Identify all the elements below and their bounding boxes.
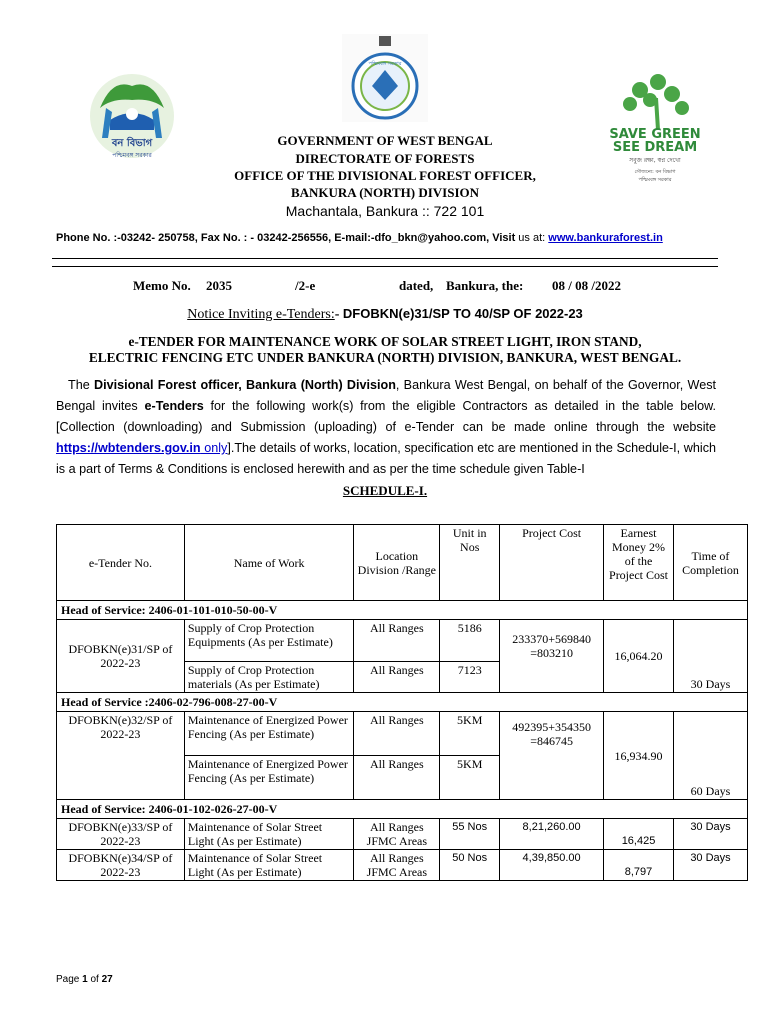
work-32b: Maintenance of Energized Power Fencing (As per Estimate) — [184, 756, 354, 800]
contact-line — [56, 232, 663, 244]
table-row — [57, 620, 748, 662]
memo-date: 08 / 08 /2022 — [552, 278, 621, 293]
loc-31b: All Ranges — [354, 662, 440, 693]
head-of-service-1: Head of Service: 2406-01-101-010-50-00-V — [57, 601, 748, 620]
body-text-1: The — [68, 378, 94, 392]
logo-right-line1: SAVE GREEN — [609, 127, 701, 142]
body-link-suffix: only — [200, 441, 228, 455]
head-of-service-row — [57, 800, 748, 819]
work-32a: Maintenance of Energized Power Fencing (As per Estimate) — [184, 712, 354, 756]
table-row — [57, 819, 748, 850]
logo-right-bengali: সবুজ রক্ষা, স্বপ্ন দেখো — [629, 157, 681, 164]
memo-suffix: /2-e — [295, 278, 316, 293]
notice-code: DFOBKN(e)31/SP TO 40/SP OF 2022-23 — [342, 306, 583, 321]
page-footer — [56, 974, 113, 985]
logo-right-sub2: পশ্চিমবঙ্গ সরকার — [638, 177, 672, 183]
government-emblem — [342, 34, 428, 122]
unit-33: 55 Nos — [440, 819, 500, 850]
wbtenders-link[interactable]: https://wbtenders.gov.in — [56, 441, 201, 455]
body-bold-2: e-Tenders — [144, 399, 204, 413]
org-address: Machantala, Bankura :: 722 101 — [285, 203, 485, 219]
memo-label: Memo No. — [133, 278, 191, 293]
org-name-line3: OFFICE OF THE DIVISIONAL FOREST OFFICER, — [234, 168, 536, 183]
org-name-line4: BANKURA (NORTH) DIVISION — [290, 185, 480, 200]
header-location: Location Division /Range — [354, 525, 440, 601]
header-emd: Earnest Money 2% of the Project Cost — [604, 525, 674, 601]
cost-32: 492395+354350 =846745 — [500, 712, 604, 800]
memo-dated-label: dated, — [399, 278, 434, 293]
header-tender-no: e-Tender No. — [57, 525, 185, 601]
head-of-service-3: Head of Service: 2406-01-102-026-27-00-V — [57, 800, 748, 819]
logo-right-line2: SEE DREAM — [612, 140, 698, 155]
loc-34: All Ranges JFMC Areas — [354, 850, 440, 881]
work-34: Maintenance of Solar Street Light (As per Estimate) — [184, 850, 354, 881]
unit-32b: 5KM — [440, 756, 500, 800]
time-31: 30 Days — [673, 620, 747, 693]
page-of: of — [87, 974, 102, 985]
time-32: 60 Days — [673, 712, 747, 800]
loc-32a: All Ranges — [354, 712, 440, 756]
head-of-service-row — [57, 601, 748, 620]
loc-31a: All Ranges — [354, 620, 440, 662]
head-of-service-2: Head of Service :2406-02-796-008-27-00-V — [57, 693, 748, 712]
unit-32a: 5KM — [440, 712, 500, 756]
cost-33: 8,21,260.00 — [500, 819, 604, 850]
header-work: Name of Work — [184, 525, 354, 601]
logo-right-sub1: সৌজন্যে: বন বিভাগ — [634, 169, 676, 175]
tender-31: DFOBKN(e)31/SP of 2022-23 — [57, 620, 185, 693]
memo-number: 2035 — [206, 278, 232, 293]
loc-32b: All Ranges — [354, 756, 440, 800]
table-row — [57, 712, 748, 756]
contact-visit-suffix: us at: — [515, 232, 549, 244]
unit-31a: 5186 — [440, 620, 500, 662]
head-of-service-row — [57, 693, 748, 712]
emd-31: 16,064.20 — [604, 620, 674, 693]
schedule-heading: SCHEDULE-I. — [342, 483, 428, 498]
cost-34: 4,39,850.00 — [500, 850, 604, 881]
tender-34: DFOBKN(e)34/SP of 2022-23 — [57, 850, 185, 881]
tender-32: DFOBKN(e)32/SP of 2022-23 — [57, 712, 185, 800]
notice-title — [0, 306, 770, 323]
body-text-4: ].The details of works, location, specification etc are mentioned in the Schedule-I, which is a part of Terms & Conditions is enclosed herewith and as per the time schedule given Table-I — [56, 441, 717, 476]
work-31a: Supply of Crop Protection Equipments (As per Estimate) — [184, 620, 354, 662]
org-name-line1: GOVERNMENT OF WEST BENGAL — [277, 133, 493, 148]
memo-place: Bankura, the: — [446, 278, 524, 293]
time-34: 30 Days — [673, 850, 747, 881]
emd-33: 16,425 — [604, 819, 674, 850]
table-row — [57, 850, 748, 881]
body-text-3: for the following work(s) from the eligible Contractors as detailed in the table below. [Collection (downloading) and Submission (uploading) of e-Tender can be made online through the website — [56, 399, 717, 434]
emblem-text: পশ্চিমবঙ্গ সরকার — [368, 61, 402, 67]
website-link[interactable]: www.bankuraforest.in — [548, 232, 663, 244]
subject-line2: ELECTRIC FENCING ETC UNDER BANKURA (NORTH) DIVISION, BANKURA, WEST BENGAL. — [88, 350, 682, 365]
contact-text: Phone No. :-03242- 250758, Fax No. : - 03242-256556, E-mail:-dfo_bkn@yahoo.com, Visit — [56, 232, 516, 244]
unit-31b: 7123 — [440, 662, 500, 693]
notice-title-text: Notice Inviting e-Tenders: — [187, 307, 335, 322]
cost-31: 233370+569840 =803210 — [500, 620, 604, 693]
tender-table — [56, 524, 748, 881]
unit-34: 50 Nos — [440, 850, 500, 881]
work-31b: Supply of Crop Protection materials (As per Estimate) — [184, 662, 354, 693]
body-text-2: , Bankura West Bengal, on behalf of the Governor, West Bengal invites — [56, 378, 716, 413]
loc-33: All Ranges JFMC Areas — [354, 819, 440, 850]
org-name-line2: DIRECTORATE OF FORESTS — [295, 151, 475, 166]
emd-32: 16,934.90 — [604, 712, 674, 800]
table-header-row — [57, 525, 748, 601]
logo-left-title: বন বিভাগ — [111, 138, 153, 149]
emd-34: 8,797 — [604, 850, 674, 881]
time-33: 30 Days — [673, 819, 747, 850]
header-time: Time of Completion — [673, 525, 747, 601]
logo-left-subtitle: পশ্চিমবঙ্গ সরকার — [112, 152, 152, 159]
tender-33: DFOBKN(e)33/SP of 2022-23 — [57, 819, 185, 850]
body-bold-1: Divisional Forest officer, Bankura (North) Division — [93, 378, 396, 392]
page-prefix: Page — [56, 974, 83, 985]
work-33: Maintenance of Solar Street Light (As per Estimate) — [184, 819, 354, 850]
subject-line1: e-TENDER FOR MAINTENANCE WORK OF SOLAR STREET LIGHT, IRON STAND, — [128, 334, 642, 349]
notice-dash: - — [334, 307, 343, 322]
body-paragraph — [56, 375, 716, 480]
page-number: 1 — [82, 974, 88, 985]
header-unit: Unit in Nos — [440, 525, 500, 601]
header-cost: Project Cost — [500, 525, 604, 601]
divider-bottom — [52, 266, 718, 267]
divider-top — [52, 258, 718, 259]
page-total: 27 — [101, 974, 113, 985]
